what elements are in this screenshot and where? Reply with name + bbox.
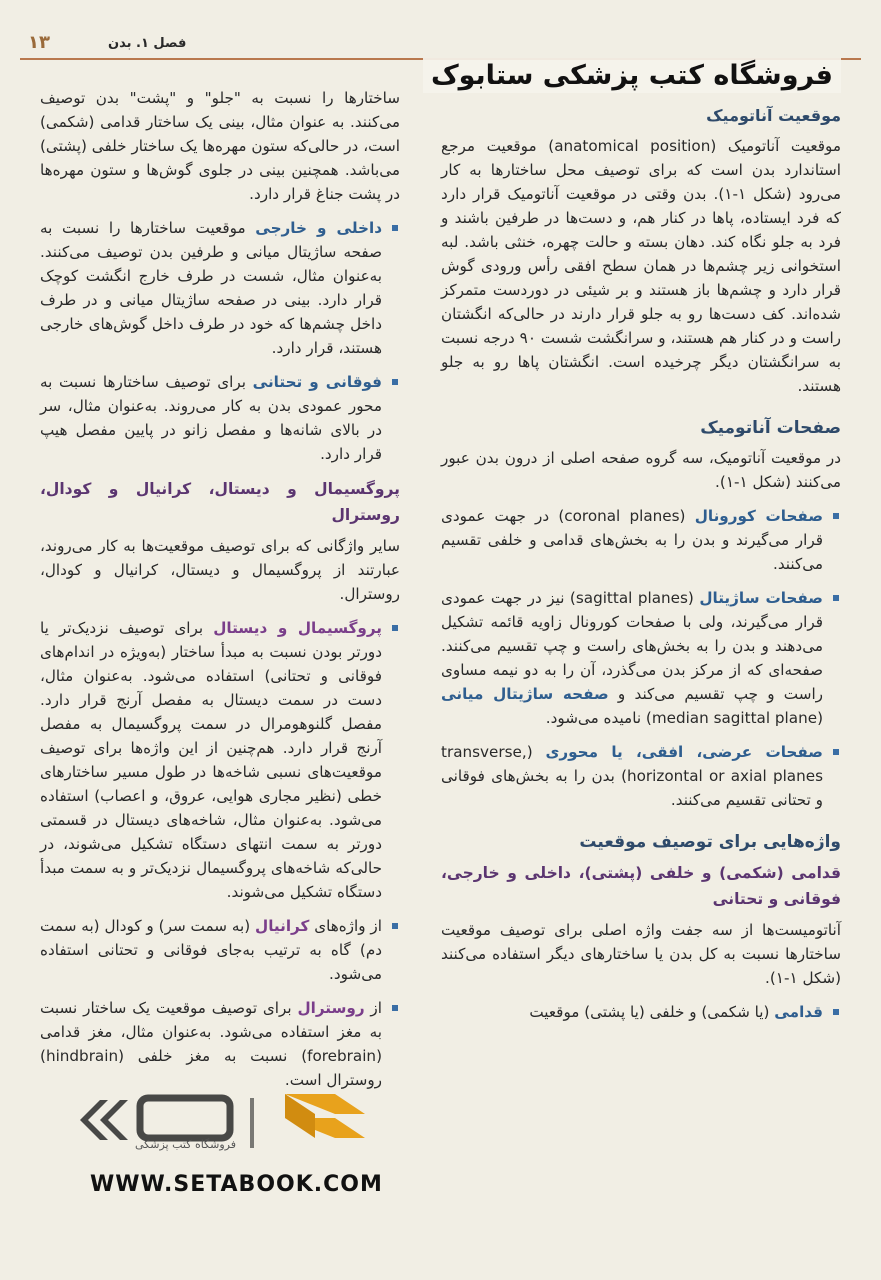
term-anterior: قدامی — [774, 1003, 823, 1021]
list-item-sagittal — [441, 586, 841, 730]
list-item-transverse — [441, 740, 841, 812]
heading-anatomical-position: موقعیت آناتومیک — [706, 106, 841, 125]
right-column — [441, 100, 841, 1034]
text-cranial-pre: از واژه‌های — [309, 917, 382, 935]
term-transverse: صفحات عرضی، افقی، یا محوری — [545, 743, 823, 761]
paragraph-proximal-intro: سایر واژگانی که برای توصیف موقعیت‌ها به کار می‌روند، عبارتند از پروگسیمال و دیستال، کرانیال و کودال، روسترال. — [40, 537, 400, 603]
watermark-url: WWW.SETABOOK.COM — [90, 1172, 383, 1197]
text-rostral-pre: از — [364, 999, 382, 1017]
term-median-sagittal: صفحه ساژیتال میانی — [441, 685, 609, 703]
text-median-sagittal: (median sagittal plane) نامیده می‌شود. — [545, 709, 823, 727]
term-proximal-distal: پروگسیمال و دیستال — [213, 619, 383, 637]
heading-proximal-distal: پروگسیمال و دیستال، کرانیال و کودال، روسترال — [40, 480, 400, 524]
setabook-watermark — [60, 1080, 430, 1210]
paragraph-anatomical-position: موقعیت آناتومیک (anatomical position) موقعیت مرجع استاندارد بدن است که برای توصیف محل ساختارها به کار می‌رود (شکل ۱-۱). بدن وقتی در موقعیت آناتومیک قرار دارد که فرد ایستاده، پاها در کنار هم، و دست‌ها در طرفین باشند و فرد به جلو نگاه کند. دهان بسته و حالت چهره، خنثی باشد. لبه استخوانی زیر چشم‌ها در همان سطح افقی رأس ورودی گوش قرار دارد و چشم‌ها باز هستند و بر شیئی در دوردست متمرکز شده‌اند. کف دست‌ها رو به جلو قرار دارند در حالی‌که انگشتان راست و در کنار هم هستند، و سرانگشت شست ۹۰ درجه نسبت به سرانگشتان دیگر چرخیده است. انگشتان پاها رو به جلو هستند. — [441, 137, 841, 395]
list-item-superior-inferior — [40, 370, 400, 466]
list-item-coronal — [441, 504, 841, 576]
chapter-title: فصل ۱. بدن — [108, 36, 187, 51]
list-item-rostral — [40, 996, 400, 1092]
subheading-position-terms: قدامی (شکمی) و خلفی (پشتی)، داخلی و خارجی، فوقانی و تحتانی — [441, 864, 841, 908]
text-rostral: برای توصیف موقعیت یک ساختار نسبت به مغز استفاده می‌شود. به‌عنوان مثال، مغز قدامی (forebrain) نسبت به مغز خلفی (hindbrain) روسترال است. — [40, 999, 382, 1089]
term-cranial: کرانیال — [255, 917, 310, 935]
text-medial-lateral: موقعیت ساختارها را نسبت به صفحه ساژیتال میانی و طرفین بدن توصیف می‌کنند. به‌عنوان مثال، شست در طرف خارج انگشت کوچک قرار دارد. بینی در صفحه ساژیتال میانی و در طرف داخل چشم‌ها که خود در طرف داخل گوش‌های خارجی هستند، قرار دارد. — [40, 219, 382, 357]
store-banner: فروشگاه کتب پزشکی ستابوک — [423, 58, 841, 93]
text-cranial: (به سمت سر) و کودال (به سمت دم) گاه به ترتیب به‌جای فوقانی و تحتانی استفاده می‌شود. — [40, 917, 382, 983]
term-sagittal: صفحات ساژیتال — [699, 589, 823, 607]
page-number: ۱۳ — [28, 32, 50, 53]
term-rostral: روسترال — [297, 999, 365, 1017]
paragraph-position-terms: آناتومیست‌ها از سه جفت واژه اصلی برای توصیف موقعیت ساختارها نسبت به کل بدن یا ساختارهای دیگر استفاده می‌کنند (شکل ۱-۱). — [441, 921, 841, 987]
list-item-medial-lateral — [40, 216, 400, 360]
term-medial-lateral: داخلی و خارجی — [255, 219, 383, 237]
list-item-anterior — [441, 1000, 841, 1024]
paragraph-anterior-continued: ساختارها را نسبت به "جلو" و "پشت" بدن توصیف می‌کنند. به عنوان مثال، بینی یک ساختار قدامی (شکمی) است، در حالی‌که ستون مهره‌ها یک ساختار خلفی (پشتی) می‌باشد. همچنین بینی در جلوی گوش‌ها و ستون مهره‌ها در پشت جناغ قرار دارد. — [40, 89, 400, 203]
list-item-proximal-distal — [40, 616, 400, 904]
text-sagittal: (sagittal planes) نیز در جهت عمودی قرار می‌گیرند، ولی با صفحات کورونال زاویه قائمه تشکیل می‌دهند و بدن را به بخش‌های راست و چپ تقسیم می‌کنند. صفحه‌ای که از مرکز بدن می‌گذرد، آن را به دو نیمه مساوی راست و چپ تقسیم می‌کند و — [441, 589, 823, 703]
term-superior-inferior: فوقانی و تحتانی — [252, 373, 382, 391]
heading-anatomical-planes: صفحات آناتومیک — [700, 418, 841, 438]
term-coronal: صفحات کورونال — [694, 507, 823, 525]
text-proximal-distal: برای توصیف نزدیک‌تر یا دورتر بودن نسبت به مبدأ ساختار (به‌ویژه در اندام‌های فوقانی و تحتانی) استفاده می‌شود. به‌عنوان مثال، دست در سمت دیستال به مفصل آرنج قرار دارد. مفصل گلنوهومرال در سمت پروگسیمال به مفصل آرنج قرار دارد. هم‌چنین از این واژه‌ها برای توصیف موقعیت‌های نسبی شاخه‌ها در طول مسیر ساختارهای خطی (نظیر مجاری هوایی، عروق، و اعصاب) استفاده می‌شود. به‌عنوان مثال، شاخه‌های دیستال در قسمتی دورتر به سمت انتهای دستگاه تشکیل می‌شوند، در حالی‌که شاخه‌های پروگسیمال نزدیک‌تر و به سمت مبدأ دستگاه تشکیل می‌شوند. — [40, 619, 382, 901]
text-superior-inferior: برای توصیف ساختارها نسبت به محور عمودی بدن به کار می‌روند. به‌عنوان مثال، سر در بالای شانه‌ها و مفصل زانو در پایین مفصل هیپ قرار دارد. — [40, 373, 382, 463]
text-anterior: (یا شکمی) و خلفی (یا پشتی) موقعیت — [529, 1003, 775, 1021]
left-column — [40, 86, 400, 1102]
list-item-cranial-caudal — [40, 914, 400, 986]
watermark-tagline: فروشگاه کتب پزشکی — [135, 1138, 236, 1151]
text-coronal: (coronal planes) در جهت عمودی قرار می‌گیرند و بدن را به بخش‌های قدامی و خلفی تقسیم می‌کنند. — [441, 507, 823, 573]
paragraph-planes: در موقعیت آناتومیک، سه گروه صفحه اصلی از درون بدن عبور می‌کنند (شکل ۱-۱). — [441, 449, 841, 491]
text-transverse: (transverse, horizontal or axial planes) بدن را به بخش‌های فوقانی و تحتانی تقسیم می‌کنند. — [441, 743, 823, 809]
heading-position-terms: واژه‌هایی برای توصیف موقعیت — [579, 832, 841, 852]
running-header — [20, 30, 861, 60]
